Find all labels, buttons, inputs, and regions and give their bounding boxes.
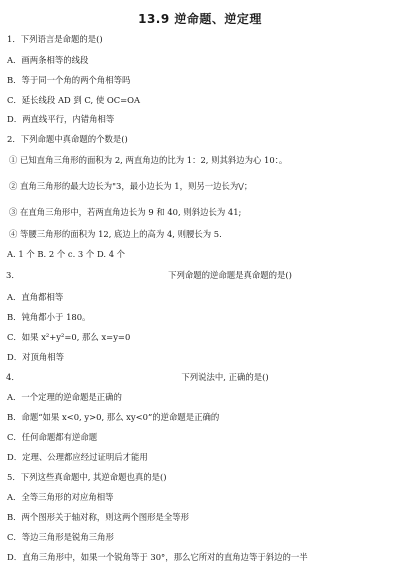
question-5-stem: 5．下列这些真命题中, 其逆命题也真的是() [7, 472, 167, 482]
question-2-item-3: ③ 在直角三角形中，若两直角边长为 9 和 40, 则斜边长为 41; [9, 207, 242, 217]
question-2-choices: A. 1 个 B. 2 个 c. 3 个 D. 4 个 [7, 249, 126, 259]
question-5-option-a: A．全等三角形的对应角相等 [7, 492, 114, 502]
question-5-option-b: B．两个图形关于轴对称，则这两个图形是全等形 [7, 512, 190, 522]
question-5-option-d: D．直角三角形中，如果一个锐角等于 30°，那么它所对的直角边等于斜边的一半 [7, 552, 308, 562]
question-3-option-c: C．如果 x²+y²=0, 那么 x=y=0 [7, 332, 131, 342]
question-4-number: 4． [6, 372, 20, 382]
question-4-option-b: B．命题“如果 x<0, y>0, 那么 xy<0”的逆命题是正确的 [7, 412, 220, 422]
question-4-option-a: A．一个定理的逆命题是正确的 [7, 392, 122, 402]
question-3-number: 3． [6, 270, 20, 280]
question-2-item-2: ② 直角三角形的最大边长为"3，最小边长为 1，则另一边长为\∕； [9, 181, 253, 191]
question-2-item-1: ① 已知直角三角形的面积为 2, 两直角边的比为 1：2, 则其斜边为心 10：。 [9, 155, 288, 165]
question-1-option-c: C．延长线段 AD 到 C, 使 OC=OA [7, 95, 141, 105]
question-2-item-4: ④ 等腰三角形的面积为 12, 底边上的高为 4, 则腰长为 5. [9, 229, 222, 239]
question-3-option-b: B．钝角都小于 180。 [7, 312, 91, 322]
question-4-option-d: D．定理、公理都应经过证明后才能用 [7, 452, 148, 462]
question-3-option-d: D．对顶角相等 [7, 352, 64, 362]
question-3-option-a: A．直角都相等 [7, 292, 64, 302]
question-5-option-c: C．等边三角形是锐角三角形 [7, 532, 114, 542]
question-1-option-d: D．两直线平行，内错角相等 [7, 114, 115, 124]
question-4-stem: 下列说法中, 正确的是() [181, 372, 269, 382]
question-1-option-a: A．画两条相等的线段 [7, 55, 89, 65]
question-2-stem: 2．下列命题中真命题的个数是() [7, 134, 128, 144]
page-title: 13.9 逆命题、逆定理 [138, 12, 262, 26]
question-4-option-c: C．任何命题都有逆命题 [7, 432, 98, 442]
question-1-stem: 1．下列语言是命题的是() [7, 34, 103, 44]
question-1-option-b: B．等于同一个角的两个角相等吗 [7, 75, 131, 85]
question-3-stem: 下列命题的逆命题是真命题的是() [168, 270, 292, 280]
